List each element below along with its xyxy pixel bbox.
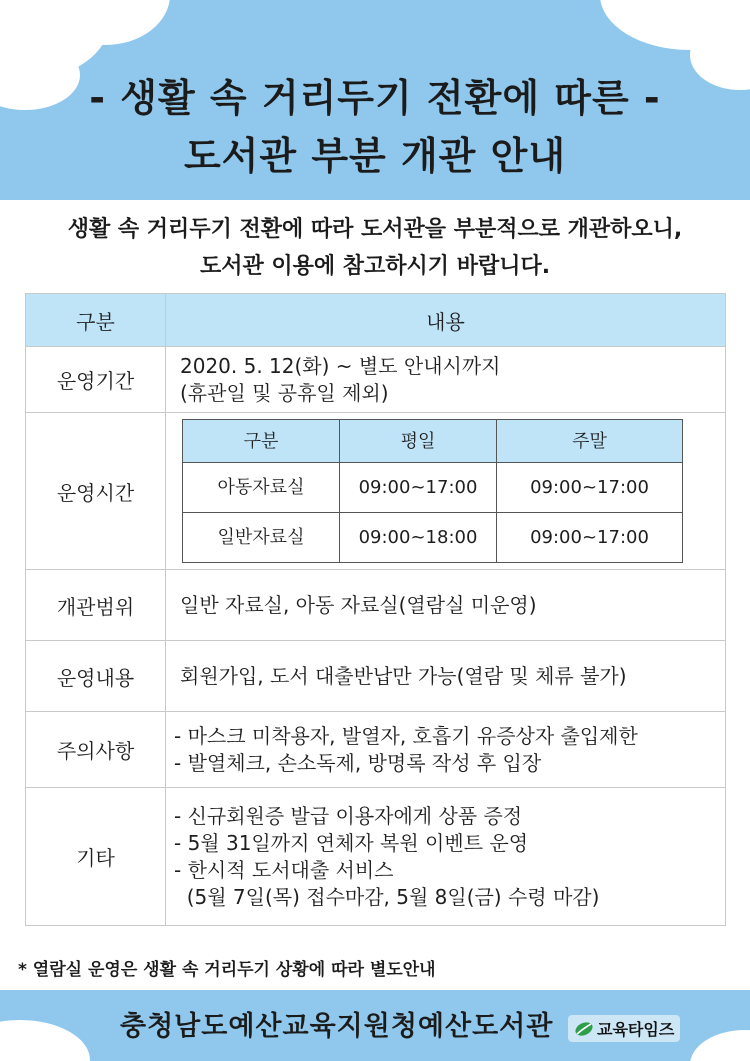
room-name: 일반자료실 (183, 513, 340, 563)
organization-name: 충청남도예산교육지원청예산도서관 (120, 1011, 554, 1042)
info-table (25, 293, 726, 926)
period-line2: (휴관일 및 공휴일 제외) (180, 380, 389, 405)
header-banner (0, 0, 750, 200)
hours-header-row (183, 420, 683, 463)
hours-label: 운영시간 (26, 413, 166, 570)
footer-banner (0, 990, 750, 1061)
weekend-hours: 09:00~17:00 (497, 513, 683, 563)
table-header-row (26, 294, 726, 347)
footnote: * 열람실 운영은 생활 속 거리두기 상황에 따라 별도안내 (18, 960, 436, 980)
intro-line2: 도서관 이용에 참고하시기 바랍니다. (199, 254, 551, 279)
publisher-logo (568, 1015, 680, 1042)
header-category: 구분 (26, 294, 166, 347)
table-row-content (26, 641, 726, 712)
content-text: 회원가입, 도서 대출반납만 가능(열람 및 체류 불가) (166, 641, 726, 712)
etc-line: - 한시적 도서대출 서비스 (174, 857, 394, 882)
etc-line: (5월 7일(목) 접수마감, 5월 8일(금) 수령 마감) (174, 884, 600, 909)
hours-row-children (183, 463, 683, 513)
etc-line: - 신규회원증 발급 이용자에게 상품 증정 (174, 803, 523, 828)
cloud-decoration (0, 1020, 90, 1061)
leaf-logo-icon (574, 1020, 594, 1038)
etc-line: - 5월 31일까지 연체자 복원 이벤트 운영 (174, 830, 529, 855)
period-line1: 2020. 5. 12(화) ~ 별도 안내시까지 (180, 353, 501, 378)
weekend-hours: 09:00~17:00 (497, 463, 683, 513)
scope-content: 일반 자료실, 아동 자료실(열람실 미운영) (166, 570, 726, 641)
table-row-scope (26, 570, 726, 641)
caution-label: 주의사항 (26, 712, 166, 788)
hours-header-weekday: 평일 (340, 420, 497, 463)
caution-line: - 마스크 미착용자, 발열자, 호흡기 유증상자 출입제한 (174, 723, 638, 748)
etc-content (166, 788, 726, 926)
page-title-line2: 도서관 부분 개관 안내 (183, 134, 567, 178)
hours-header-weekend: 주말 (497, 420, 683, 463)
scope-label: 개관범위 (26, 570, 166, 641)
etc-label: 기타 (26, 788, 166, 926)
cloud-decoration (690, 1030, 750, 1061)
page-title-line1: - 생활 속 거리두기 전환에 따른 - (89, 76, 661, 120)
weekday-hours: 09:00~18:00 (340, 513, 497, 563)
hours-content (166, 413, 726, 570)
hours-row-general (183, 513, 683, 563)
intro-line1: 생활 속 거리두기 전환에 따라 도서관을 부분적으로 개관하오니, (67, 217, 683, 242)
content-label: 운영내용 (26, 641, 166, 712)
logo-text: 교육타임즈 (597, 1020, 675, 1039)
weekday-hours: 09:00~17:00 (340, 463, 497, 513)
hours-header-category: 구분 (183, 420, 340, 463)
hours-table (182, 419, 683, 563)
room-name: 아동자료실 (183, 463, 340, 513)
header-content: 내용 (166, 294, 726, 347)
caution-content (166, 712, 726, 788)
period-label: 운영기간 (26, 347, 166, 413)
table-row-caution (26, 712, 726, 788)
period-content (166, 347, 726, 413)
caution-line: - 발열체크, 손소독제, 방명록 작성 후 입장 (174, 750, 542, 775)
table-row-etc (26, 788, 726, 926)
table-row-period (26, 347, 726, 413)
table-row-hours (26, 413, 726, 570)
